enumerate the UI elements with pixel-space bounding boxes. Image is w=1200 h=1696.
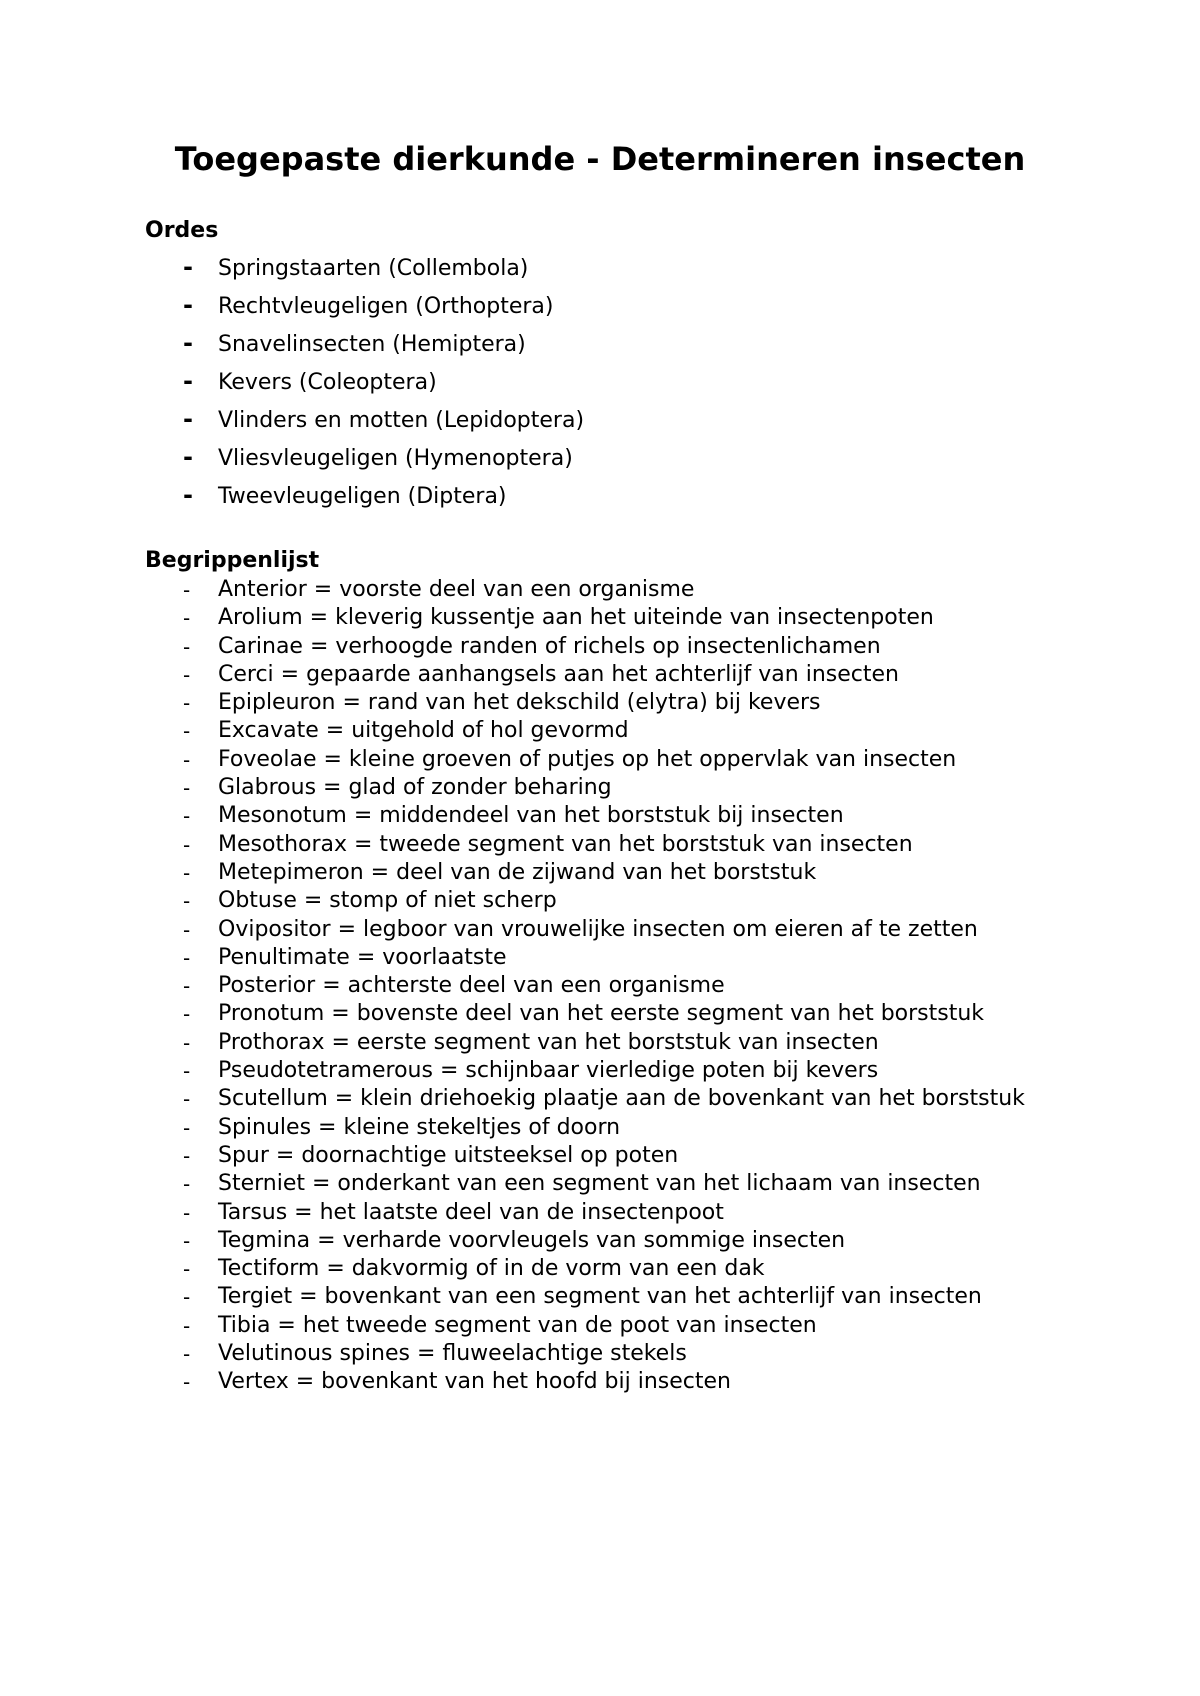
bullet-dash: -: [183, 1030, 191, 1055]
bullet-dash: -: [183, 719, 191, 744]
page-title: Toegepaste dierkunde - Determineren insecten: [174, 140, 1026, 178]
bullet-dash: -: [183, 634, 191, 659]
bullet-dash: -: [183, 329, 193, 357]
order-item: [0, 364, 1088, 402]
glossary-item: [0, 972, 1088, 1000]
glossary-item-text: Tergiet = bovenkant van een segment van het achterlijf van insecten: [218, 1284, 982, 1310]
bullet-dash: -: [183, 1342, 191, 1367]
glossary-item: [0, 689, 1088, 717]
glossary-item: [0, 1085, 1088, 1113]
glossary-item-text: Mesonotum = middendeel van het borststuk bij insecten: [218, 803, 844, 829]
order-item: [0, 402, 1088, 440]
glossary-item: [0, 1199, 1088, 1227]
bullet-dash: -: [183, 1059, 191, 1084]
glossary-item-text: Foveolae = kleine groeven of putjes op het oppervlak van insecten: [218, 746, 957, 772]
bullet-dash: -: [183, 606, 191, 631]
bullet-dash: -: [183, 578, 191, 602]
glossary-item-text: Velutinous spines = fluweelachtige stekels: [218, 1341, 687, 1367]
bullet-dash: -: [183, 747, 191, 772]
glossary-item-text: Tarsus = het laatste deel van de insectenpoot: [218, 1199, 724, 1225]
bullet-dash: -: [183, 1087, 191, 1112]
bullet-dash: -: [183, 974, 191, 999]
glossary-list: [0, 576, 1088, 1397]
bullet-dash: -: [183, 889, 191, 914]
order-item-text: Vliesvleugeligen (Hymenoptera): [218, 446, 573, 471]
glossary-item-text: Spinules = kleine stekeltjes of doorn: [218, 1114, 621, 1140]
order-item: [0, 326, 1088, 364]
glossary-item: [0, 1283, 1088, 1311]
glossary-item-text: Excavate = uitgehold of hol gevormd: [218, 718, 629, 744]
bullet-dash: -: [183, 662, 191, 687]
glossary-item: [0, 661, 1088, 689]
bullet-dash: -: [183, 691, 191, 716]
orders-list: [0, 250, 1088, 516]
glossary-item-text: Posterior = achterste deel van een organisme: [218, 973, 725, 999]
glossary-item-text: Pseudotetramerous = schijnbaar vierledige poten bij kevers: [218, 1058, 879, 1084]
bullet-dash: -: [183, 1228, 191, 1253]
glossary-item: [0, 1142, 1088, 1170]
glossary-item-text: Mesothorax = tweede segment van het borststuk van insecten: [218, 831, 913, 857]
bullet-dash: -: [183, 1143, 191, 1168]
glossary-item-text: Obtuse = stomp of niet scherp: [218, 888, 557, 914]
bullet-dash: -: [183, 481, 193, 509]
bullet-dash: -: [183, 804, 191, 829]
order-item: [0, 440, 1088, 478]
glossary-item: [0, 576, 1088, 604]
glossary-item: [0, 1340, 1088, 1368]
bullet-dash: -: [183, 1115, 191, 1140]
glossary-item: [0, 831, 1088, 859]
glossary-item-text: Prothorax = eerste segment van het borststuk van insecten: [218, 1029, 879, 1055]
glossary-item-text: Tibia = het tweede segment van de poot van insecten: [218, 1312, 817, 1338]
glossary-item-text: Scutellum = klein driehoekig plaatje aan de bovenkant van het borststuk: [218, 1086, 1025, 1112]
glossary-item: [0, 1057, 1088, 1085]
bullet-dash: -: [183, 291, 193, 319]
glossary-item: [0, 746, 1088, 774]
glossary-item-text: Ovipositor = legboor van vrouwelijke insecten om eieren af te zetten: [218, 916, 978, 942]
glossary-item: [0, 887, 1088, 915]
bullet-dash: -: [183, 1002, 191, 1027]
glossary-item: [0, 916, 1088, 944]
glossary-item: [0, 802, 1088, 830]
glossary-item-text: Spur = doornachtige uitsteeksel op poten: [218, 1142, 679, 1168]
glossary-item: [0, 1000, 1088, 1028]
order-item: [0, 288, 1088, 326]
glossary-item-text: Arolium = kleverig kussentje aan het uiteinde van insectenpoten: [218, 605, 934, 631]
bullet-dash: -: [183, 367, 193, 395]
bullet-dash: -: [183, 1285, 191, 1310]
glossary-item-text: Pronotum = bovenste deel van het eerste segment van het borststuk: [218, 1001, 985, 1027]
bullet-dash: -: [183, 860, 191, 885]
glossary-item-text: Vertex = bovenkant van het hoofd bij insecten: [218, 1369, 731, 1395]
bullet-dash: -: [183, 1200, 191, 1225]
bullet-dash: -: [183, 776, 191, 801]
glossary-item: [0, 1114, 1088, 1142]
glossary-item: [0, 1170, 1088, 1198]
bullet-dash: -: [183, 1172, 191, 1197]
glossary-item: [0, 1312, 1088, 1340]
bullet-dash: -: [183, 253, 193, 281]
glossary-item: [0, 859, 1088, 887]
order-item: [0, 478, 1088, 516]
glossary-item-text: Carinae = verhoogde randen of richels op insectenlichamen: [218, 633, 881, 659]
glossary-item: [0, 1029, 1088, 1057]
glossary-item-text: Anterior = voorste deel van een organisme: [218, 577, 695, 602]
section-heading-ordes: Ordes: [145, 218, 219, 243]
bullet-dash: -: [183, 443, 193, 471]
glossary-item: [0, 1368, 1088, 1396]
order-item-text: Vlinders en motten (Lepidoptera): [218, 408, 585, 433]
glossary-item: [0, 633, 1088, 661]
bullet-dash: -: [183, 945, 191, 970]
order-item: [0, 250, 1088, 288]
glossary-item-text: Epipleuron = rand van het dekschild (elytra) bij kevers: [218, 690, 821, 716]
glossary-item: [0, 774, 1088, 802]
glossary-item: [0, 1227, 1088, 1255]
glossary-item-text: Penultimate = voorlaatste: [218, 944, 507, 970]
glossary-item: [0, 944, 1088, 972]
glossary-item-text: Cerci = gepaarde aanhangsels aan het achterlijf van insecten: [218, 661, 899, 687]
bullet-dash: -: [183, 917, 191, 942]
bullet-dash: -: [183, 832, 191, 857]
glossary-item-text: Sterniet = onderkant van een segment van het lichaam van insecten: [218, 1171, 981, 1197]
glossary-item: [0, 604, 1088, 632]
bullet-dash: -: [183, 1313, 191, 1338]
glossary-item-text: Tectiform = dakvormig of in de vorm van een dak: [218, 1256, 765, 1282]
bullet-dash: -: [183, 1257, 191, 1282]
section-heading-glossary: Begrippenlijst: [145, 548, 320, 573]
order-item-text: Tweevleugeligen (Diptera): [218, 484, 507, 509]
order-item-text: Kevers (Coleoptera): [218, 370, 437, 395]
order-item-text: Snavelinsecten (Hemiptera): [218, 332, 526, 357]
glossary-item-text: Tegmina = verharde voorvleugels van sommige insecten: [218, 1227, 846, 1253]
bullet-dash: -: [183, 405, 193, 433]
order-item-text: Rechtvleugeligen (Orthoptera): [218, 294, 554, 319]
glossary-item: [0, 1255, 1088, 1283]
bullet-dash: -: [183, 1370, 191, 1395]
glossary-item-text: Glabrous = glad of zonder beharing: [218, 775, 612, 801]
glossary-item-text: Metepimeron = deel van de zijwand van het borststuk: [218, 859, 817, 885]
glossary-item: [0, 717, 1088, 745]
order-item-text: Springstaarten (Collembola): [218, 256, 529, 281]
